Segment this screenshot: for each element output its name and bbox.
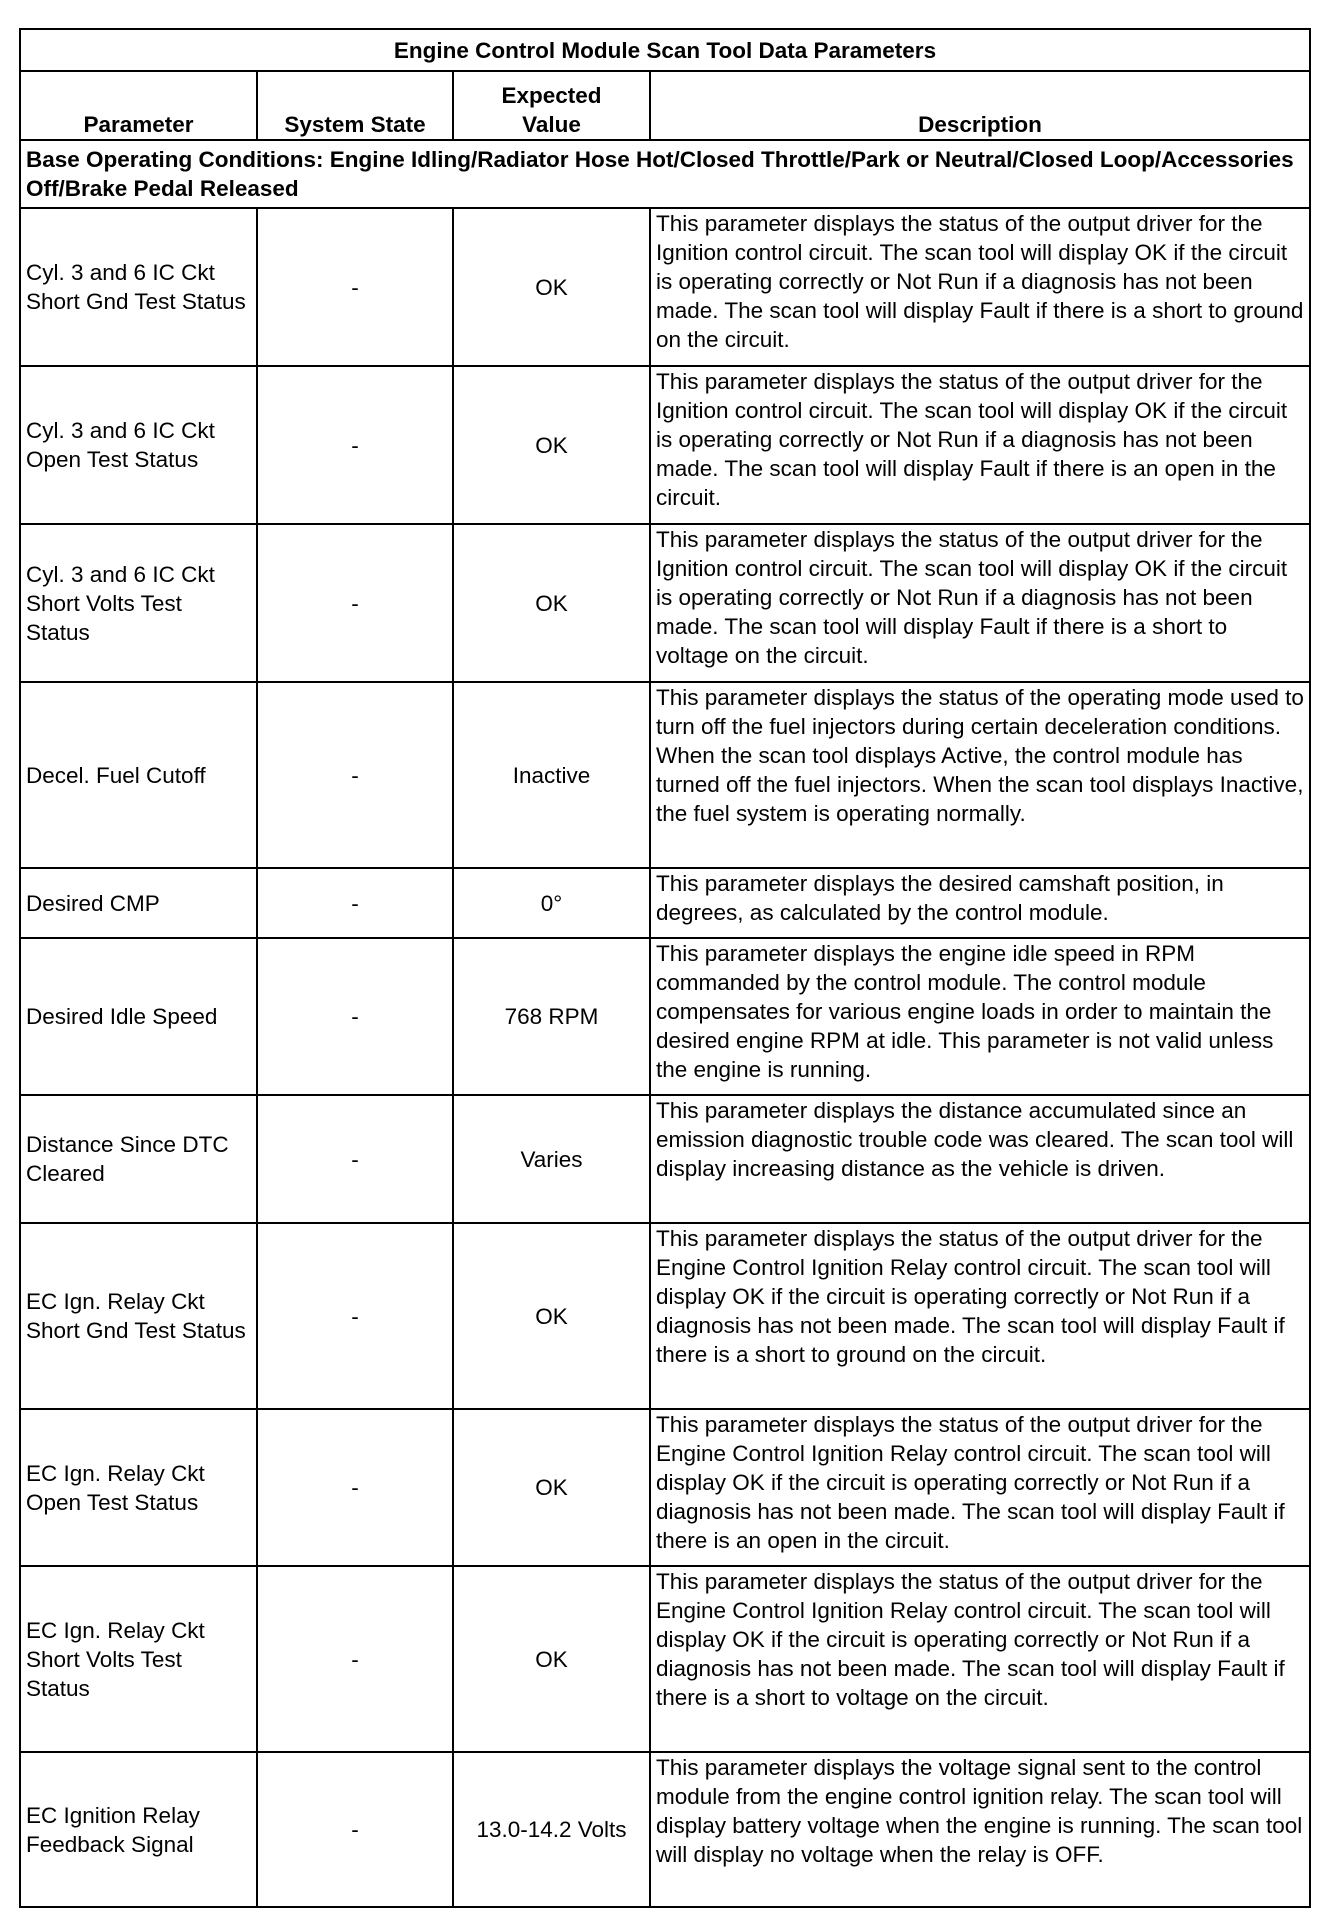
table-body: [20, 208, 1310, 1907]
header-expected-value: [453, 71, 650, 140]
description-cell: This parameter displays the desired camshaft position, in degrees, as calculated by the control module.: [650, 868, 1310, 938]
description-cell: This parameter displays the status of the output driver for the Ignition control circuit. The scan tool will display OK if the circuit is operating correctly or Not Run if a diagnosis has not been made. The scan tool will display Fault if there is a short to voltage on the circuit.: [650, 524, 1310, 682]
expected-value-cell: Inactive: [453, 682, 650, 868]
expected-value-cell: OK: [453, 1409, 650, 1566]
system-state-cell: -: [257, 1566, 453, 1752]
expected-value-cell: OK: [453, 366, 650, 524]
system-state-cell: -: [257, 1095, 453, 1223]
expected-value-cell: OK: [453, 1223, 650, 1409]
expected-value-cell: OK: [453, 524, 650, 682]
system-state-cell: -: [257, 366, 453, 524]
parameter-cell: EC Ign. Relay Ckt Short Gnd Test Status: [20, 1223, 257, 1409]
header-row: [20, 71, 1310, 140]
system-state-cell: -: [257, 1409, 453, 1566]
base-conditions-row: [20, 140, 1310, 208]
system-state-cell: -: [257, 868, 453, 938]
description-cell: This parameter displays the status of the output driver for the Ignition control circuit. The scan tool will display OK if the circuit is operating correctly or Not Run if a diagnosis has not been made. The scan tool will display Fault if there is a short to ground on the circuit.: [650, 208, 1310, 366]
table-row: [20, 1752, 1310, 1907]
parameter-cell: Cyl. 3 and 6 IC Ckt Open Test Status: [20, 366, 257, 524]
expected-value-cell: Varies: [453, 1095, 650, 1223]
description-cell: This parameter displays the status of the output driver for the Engine Control Ignition Relay control circuit. The scan tool will display OK if the circuit is operating correctly or Not Run if a diagnosis has not been made. The scan tool will display Fault if there is an open in the circuit.: [650, 1409, 1310, 1566]
expected-value-cell: 13.0-14.2 Volts: [453, 1752, 650, 1907]
parameter-cell: Cyl. 3 and 6 IC Ckt Short Gnd Test Status: [20, 208, 257, 366]
table-row: [20, 682, 1310, 868]
table-row: [20, 366, 1310, 524]
system-state-cell: -: [257, 1223, 453, 1409]
system-state-cell: -: [257, 1752, 453, 1907]
description-cell: This parameter displays the status of the output driver for the Engine Control Ignition Relay control circuit. The scan tool will display OK if the circuit is operating correctly or Not Run if a diagnosis has not been made. The scan tool will display Fault if there is a short to voltage on the circuit.: [650, 1566, 1310, 1752]
table-row: [20, 524, 1310, 682]
parameter-cell: Desired CMP: [20, 868, 257, 938]
parameter-cell: Cyl. 3 and 6 IC Ckt Short Volts Test Status: [20, 524, 257, 682]
table-row: [20, 1566, 1310, 1752]
header-parameter: Parameter: [20, 71, 257, 140]
table-row: [20, 1223, 1310, 1409]
description-cell: This parameter displays the engine idle speed in RPM commanded by the control module. The control module compensates for various engine loads in order to maintain the desired engine RPM at idle. This parameter is not valid unless the engine is running.: [650, 938, 1310, 1095]
table-row: [20, 1095, 1310, 1223]
scan-data-table: [19, 28, 1311, 1908]
system-state-cell: -: [257, 208, 453, 366]
description-cell: This parameter displays the distance accumulated since an emission diagnostic trouble code was cleared. The scan tool will display increasing distance as the vehicle is driven.: [650, 1095, 1310, 1223]
expected-value-cell: OK: [453, 1566, 650, 1752]
expected-value-cell: OK: [453, 208, 650, 366]
table-title-row: [20, 29, 1310, 71]
table-row: [20, 1409, 1310, 1566]
table-title: Engine Control Module Scan Tool Data Parameters: [20, 29, 1310, 71]
expected-value-cell: 768 RPM: [453, 938, 650, 1095]
parameter-cell: Distance Since DTC Cleared: [20, 1095, 257, 1223]
parameter-cell: EC Ign. Relay Ckt Short Volts Test Status: [20, 1566, 257, 1752]
description-cell: This parameter displays the status of the output driver for the Ignition control circuit. The scan tool will display OK if the circuit is operating correctly or Not Run if a diagnosis has not been made. The scan tool will display Fault if there is an open in the circuit.: [650, 366, 1310, 524]
header-expected-value-label: Expected Value: [501, 83, 602, 137]
parameter-cell: Decel. Fuel Cutoff: [20, 682, 257, 868]
header-system-state: System State: [257, 71, 453, 140]
description-cell: This parameter displays the voltage signal sent to the control module from the engine control ignition relay. The scan tool will display battery voltage when the engine is running. The scan tool will display no voltage when the relay is OFF.: [650, 1752, 1310, 1907]
system-state-cell: -: [257, 938, 453, 1095]
description-cell: This parameter displays the status of the operating mode used to turn off the fuel injectors during certain deceleration conditions. When the scan tool displays Active, the control module has turned off the fuel injectors. When the scan tool displays Inactive, the fuel system is operating normally.: [650, 682, 1310, 868]
table-row: [20, 208, 1310, 366]
expected-value-cell: 0°: [453, 868, 650, 938]
system-state-cell: -: [257, 682, 453, 868]
system-state-cell: -: [257, 524, 453, 682]
parameter-cell: EC Ign. Relay Ckt Open Test Status: [20, 1409, 257, 1566]
table-row: [20, 938, 1310, 1095]
base-conditions: Base Operating Conditions: Engine Idling/Radiator Hose Hot/Closed Throttle/Park or Neutral/Closed Loop/Accessories Off/Brake Pedal Released: [20, 140, 1310, 208]
header-description: Description: [650, 71, 1310, 140]
parameter-cell: Desired Idle Speed: [20, 938, 257, 1095]
table-row: [20, 868, 1310, 938]
description-cell: This parameter displays the status of the output driver for the Engine Control Ignition Relay control circuit. The scan tool will display OK if the circuit is operating correctly or Not Run if a diagnosis has not been made. The scan tool will display Fault if there is a short to ground on the circuit.: [650, 1223, 1310, 1409]
parameter-cell: EC Ignition Relay Feedback Signal: [20, 1752, 257, 1907]
